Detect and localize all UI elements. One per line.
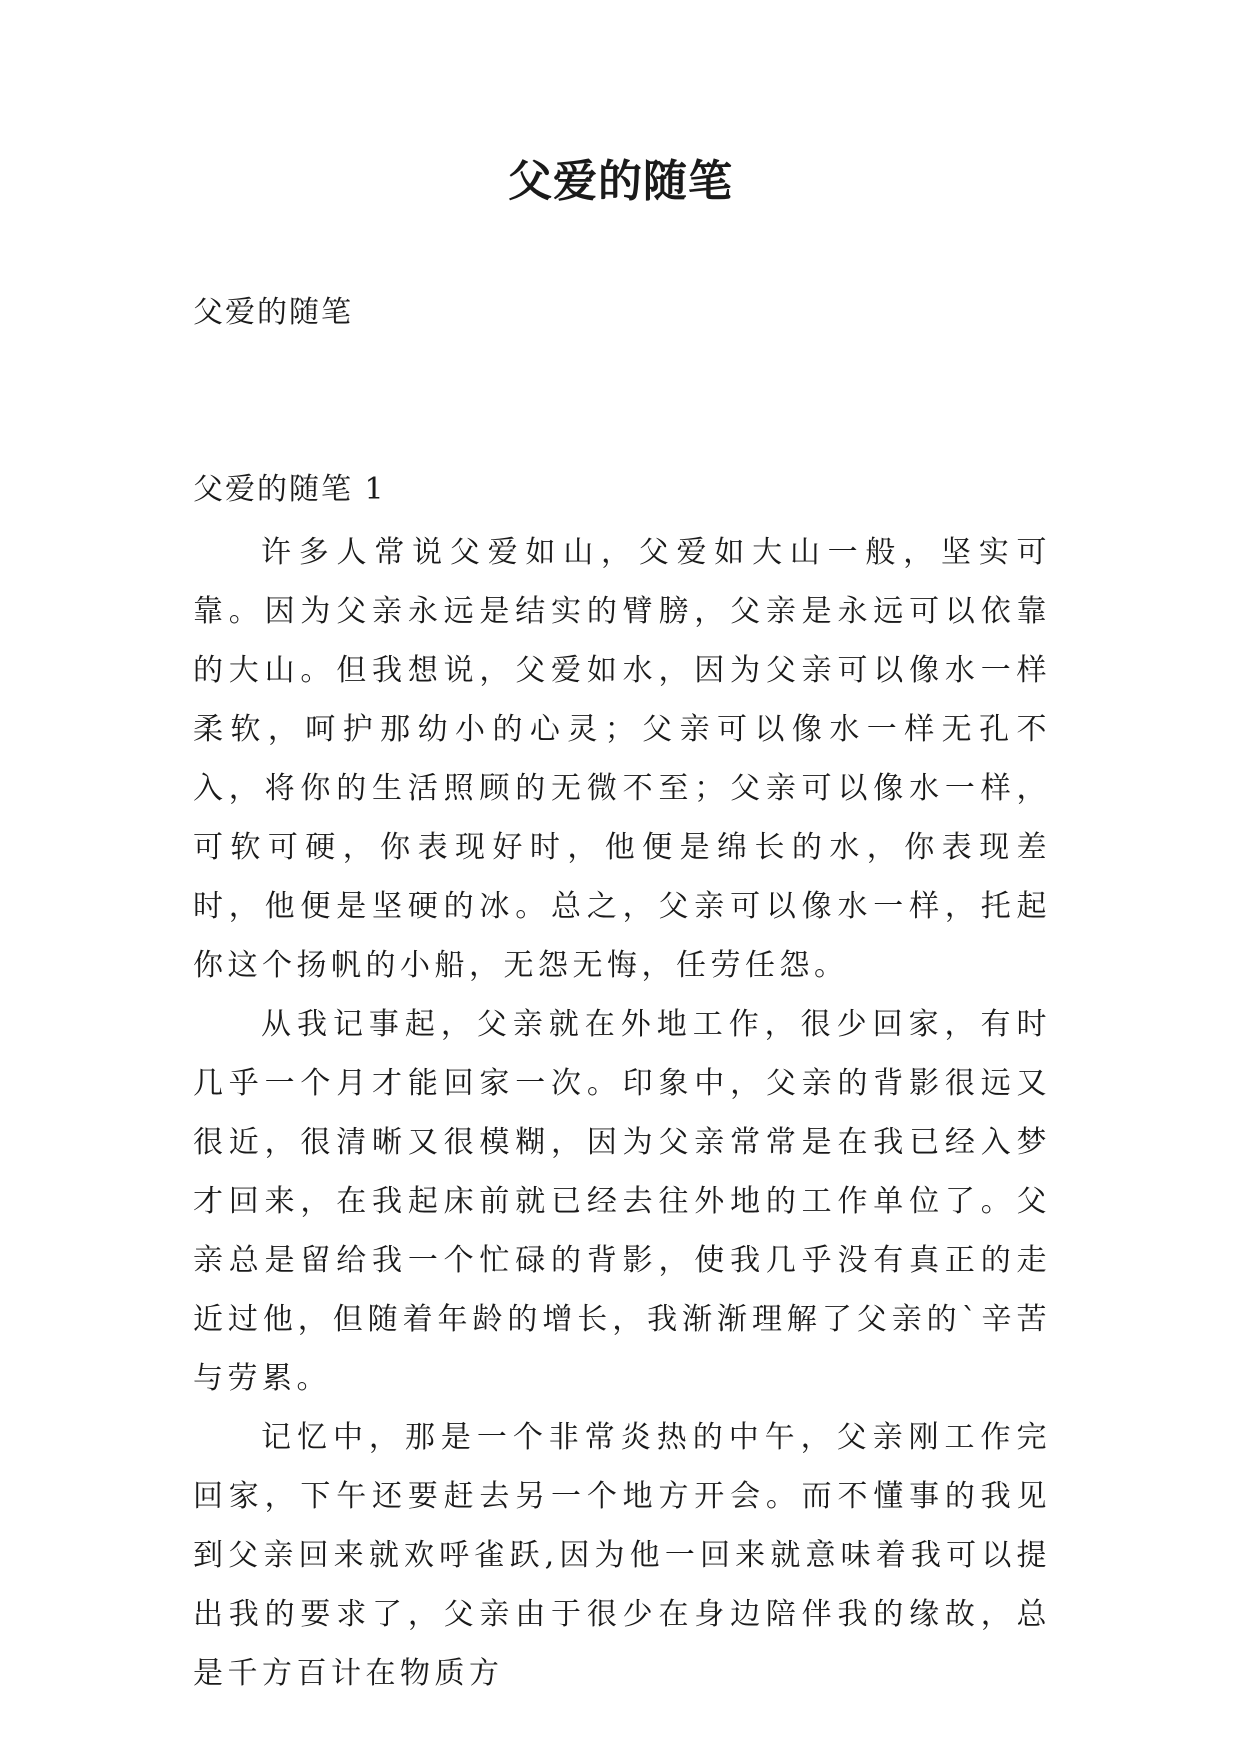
paragraph: 从我记事起，父亲就在外地工作，很少回家，有时几乎一个月才能回家一次。印象中，父亲的背影很远又很近，很清晰又很模糊，因为父亲常常是在我已经入梦才回来，在我起床前就已经去往外地的工作单位了。父亲总是留给我一个忙碌的背影，使我几乎没有真正的走近过他，但随着年龄的增长，我渐渐理解了父亲的`辛苦与劳累。 bbox=[193, 1007, 1051, 1396]
document-subtitle: 父爱的随笔 bbox=[193, 295, 353, 330]
section-heading: 父爱的随笔 1 bbox=[193, 472, 386, 507]
paragraph: 记忆中，那是一个非常炎热的中午，父亲刚工作完回家，下午还要赶去另一个地方开会。而不懂事的我见到父亲回来就欢呼雀跃,因为他一回来就意味着我可以提出我的要求了，父亲由于很少在身边陪伴我的缘故，总是千方百计在物质方 bbox=[193, 1420, 1051, 1691]
body-text bbox=[193, 523, 1051, 1703]
document-title: 父爱的随笔 bbox=[508, 156, 733, 207]
paragraph: 许多人常说父爱如山，父爱如大山一般，坚实可靠。因为父亲永远是结实的臂膀，父亲是永远可以依靠的大山。但我想说，父爱如水，因为父亲可以像水一样柔软，呵护那幼小的心灵；父亲可以像水一样无孔不入，将你的生活照顾的无微不至；父亲可以像水一样，可软可硬，你表现好时，他便是绵长的水，你表现差时，他便是坚硬的冰。总之，父亲可以像水一样，托起你这个扬帆的小船，无怨无悔，任劳任怨。 bbox=[193, 535, 1051, 983]
